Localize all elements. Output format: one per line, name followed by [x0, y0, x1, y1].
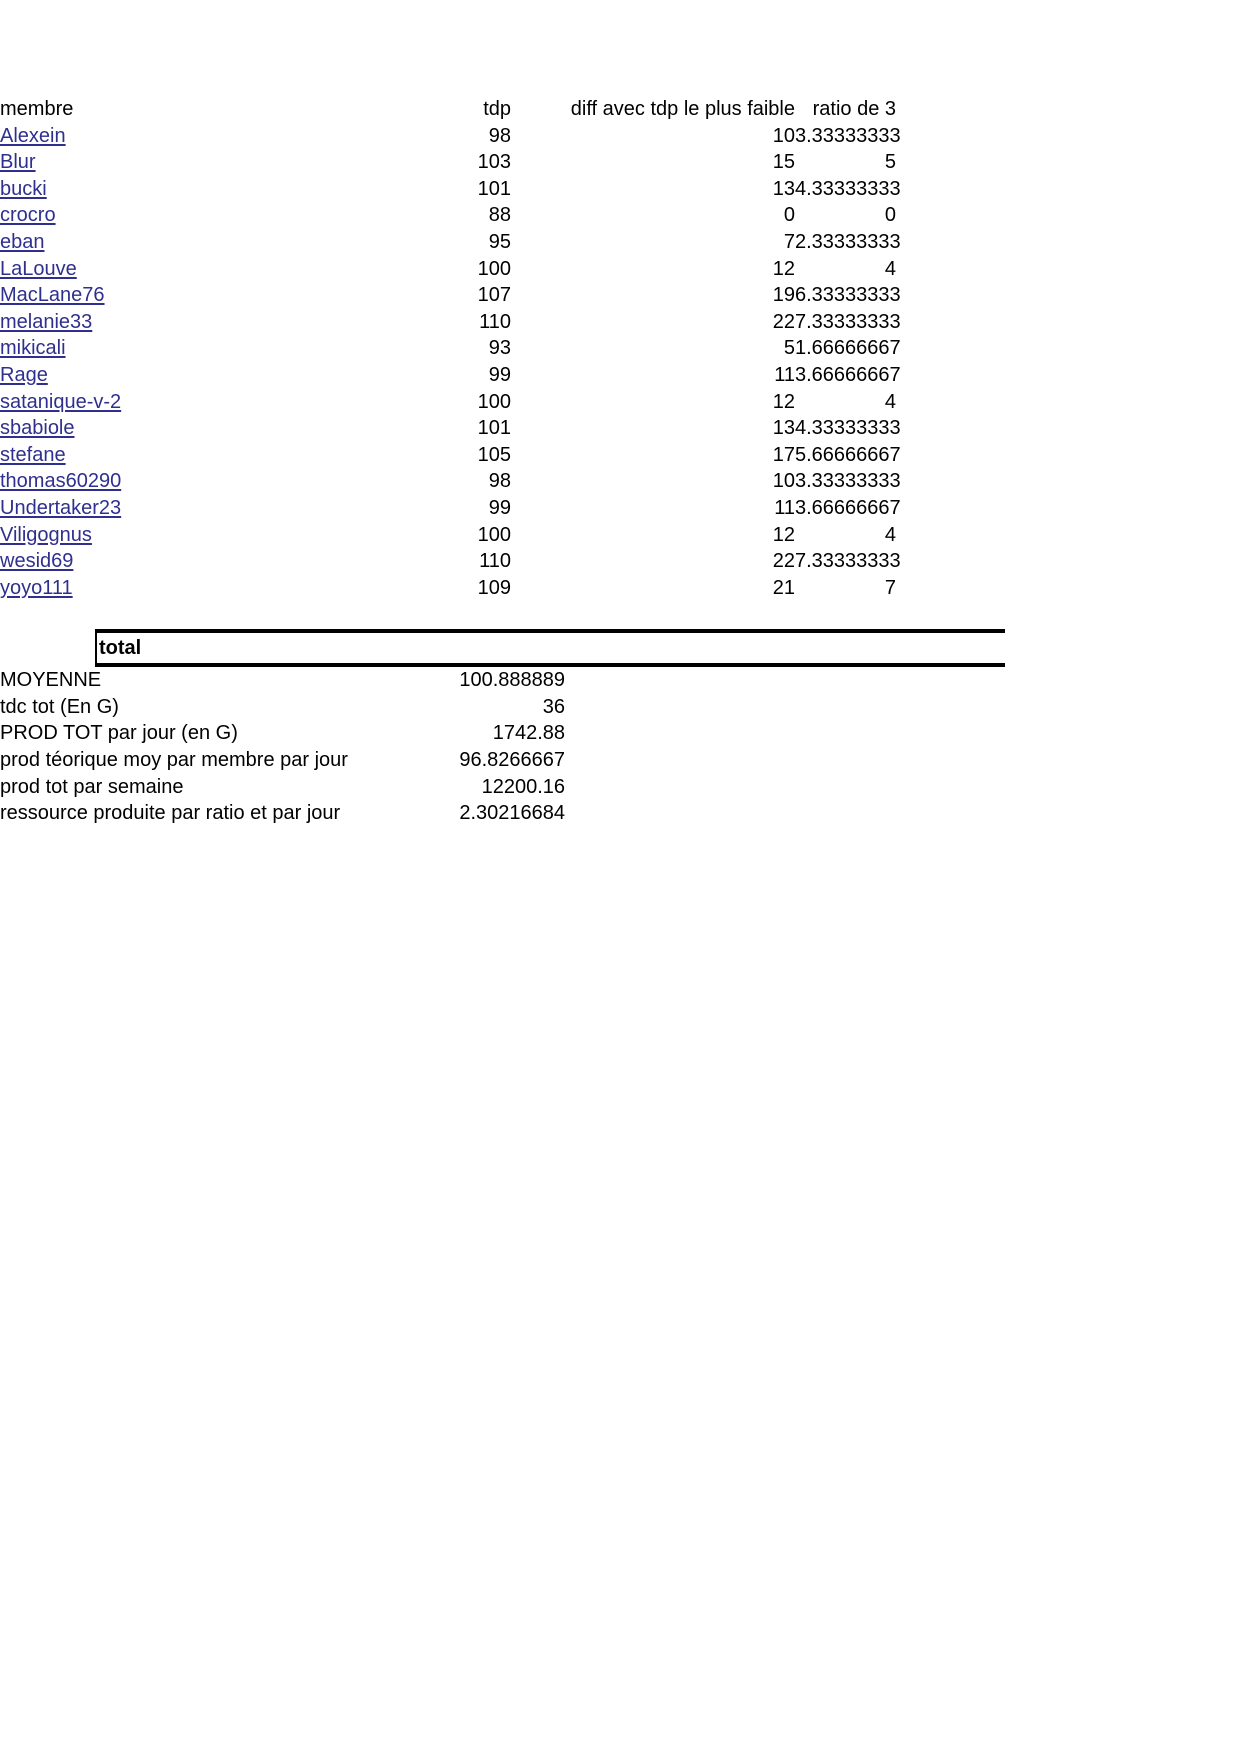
member-link[interactable]: LaLouve — [0, 257, 77, 280]
cell-member — [0, 442, 400, 469]
table-row — [0, 389, 910, 416]
cell-ratio: 4 — [884, 523, 896, 546]
cell-tdp: 103 — [477, 151, 511, 174]
table-row — [0, 335, 910, 362]
cell-member — [0, 202, 400, 229]
table-row — [0, 176, 910, 203]
table-row — [0, 495, 910, 522]
cell-ratio: 3.66666667 — [795, 496, 901, 519]
member-link[interactable]: sbabiole — [0, 417, 75, 440]
summary-row — [0, 720, 565, 747]
summary-value: 36 — [542, 695, 565, 718]
cell-tdp: 98 — [488, 124, 511, 147]
cell-member — [0, 495, 400, 522]
cell-tdp: 100 — [477, 523, 511, 546]
member-link[interactable]: Viligognus — [0, 523, 92, 546]
total-left-rule — [95, 633, 97, 663]
summary-row — [0, 747, 565, 774]
member-link[interactable]: Undertaker23 — [0, 496, 122, 519]
member-link[interactable]: stefane — [0, 443, 66, 466]
cell-tdp: 93 — [488, 337, 511, 360]
member-link[interactable]: yoyo111 — [0, 576, 73, 599]
table-row — [0, 415, 910, 442]
cell-ratio: 1.66666667 — [795, 337, 901, 360]
summary-table — [0, 667, 565, 827]
member-link[interactable]: melanie33 — [0, 310, 93, 333]
cell-diff: 22 — [772, 550, 795, 573]
summary-label: MOYENNE — [0, 669, 102, 692]
cell-tdp: 107 — [477, 284, 511, 307]
cell-diff: 10 — [772, 470, 795, 493]
member-link[interactable]: wesid69 — [0, 550, 74, 573]
cell-tdp: 109 — [477, 576, 511, 599]
cell-member — [0, 256, 400, 283]
cell-tdp: 101 — [477, 417, 511, 440]
cell-ratio: 3.66666667 — [795, 363, 901, 386]
table-header-row — [0, 96, 910, 123]
summary-label: prod téorique moy par membre par jour — [0, 749, 348, 772]
cell-ratio: 7.33333333 — [795, 310, 901, 333]
cell-diff: 11 — [774, 363, 795, 386]
summary-label: prod tot par semaine — [0, 775, 184, 798]
member-link[interactable]: Rage — [0, 363, 48, 386]
cell-diff: 13 — [772, 417, 795, 440]
cell-diff: 10 — [772, 124, 795, 147]
cell-member — [0, 309, 400, 336]
summary-row — [0, 800, 565, 827]
cell-diff: 0 — [783, 204, 795, 227]
table-row — [0, 575, 910, 602]
column-header-diff: diff avec tdp le plus faible — [570, 98, 795, 120]
cell-tdp: 88 — [488, 204, 511, 227]
cell-tdp: 101 — [477, 177, 511, 200]
cell-ratio: 0 — [884, 204, 896, 227]
cell-member — [0, 415, 400, 442]
member-link[interactable]: mikicali — [0, 337, 66, 360]
cell-member — [0, 575, 400, 602]
table-row — [0, 149, 910, 176]
summary-value: 12200.16 — [481, 775, 565, 798]
cell-member — [0, 176, 400, 203]
member-link[interactable]: thomas60290 — [0, 470, 122, 493]
table-row — [0, 362, 910, 389]
cell-tdp: 100 — [477, 257, 511, 280]
table-row — [0, 522, 910, 549]
cell-member — [0, 389, 400, 416]
cell-ratio: 3.33333333 — [795, 124, 901, 147]
cell-tdp: 105 — [477, 443, 511, 466]
member-link[interactable]: eban — [0, 230, 45, 253]
cell-ratio: 7 — [884, 576, 896, 599]
table-row — [0, 309, 910, 336]
cell-diff: 15 — [772, 151, 795, 174]
cell-member — [0, 362, 400, 389]
summary-value: 100.888889 — [459, 669, 565, 692]
cell-member — [0, 522, 400, 549]
cell-ratio: 4 — [884, 390, 896, 413]
column-header-ratio: ratio de 3 — [812, 98, 896, 120]
member-link[interactable]: crocro — [0, 204, 56, 227]
table-row — [0, 548, 910, 575]
cell-diff: 12 — [772, 390, 795, 413]
cell-diff: 21 — [772, 576, 795, 599]
cell-diff: 12 — [772, 523, 795, 546]
summary-table-body — [0, 667, 565, 827]
table-row — [0, 468, 910, 495]
summary-value: 96.8266667 — [459, 749, 565, 772]
summary-row — [0, 667, 565, 694]
table-row — [0, 229, 910, 256]
cell-diff: 22 — [772, 310, 795, 333]
cell-member — [0, 282, 400, 309]
column-header-tdp: tdp — [483, 98, 511, 120]
table-row — [0, 282, 910, 309]
cell-diff: 12 — [772, 257, 795, 280]
cell-member — [0, 149, 400, 176]
cell-member — [0, 229, 400, 256]
summary-label: tdc tot (En G) — [0, 695, 119, 718]
cell-diff: 13 — [772, 177, 795, 200]
member-link[interactable]: MacLane76 — [0, 284, 105, 307]
member-link[interactable]: satanique-v-2 — [0, 390, 122, 413]
table-row — [0, 442, 910, 469]
summary-value: 1742.88 — [492, 722, 565, 745]
cell-diff: 5 — [783, 337, 795, 360]
cell-ratio: 4 — [884, 257, 896, 280]
cell-diff: 11 — [774, 496, 795, 519]
total-section — [95, 629, 1005, 667]
cell-tdp: 99 — [488, 363, 511, 386]
cell-ratio: 3.33333333 — [795, 470, 901, 493]
total-row — [95, 629, 1005, 667]
cell-ratio: 6.33333333 — [795, 284, 901, 307]
cell-member — [0, 548, 400, 575]
cell-ratio: 7.33333333 — [795, 550, 901, 573]
summary-label: ressource produite par ratio et par jour — [0, 802, 341, 825]
cell-ratio: 4.33333333 — [795, 177, 901, 200]
column-header-membre: membre — [0, 98, 74, 120]
cell-member — [0, 123, 400, 150]
cell-diff: 19 — [772, 284, 795, 307]
cell-tdp: 100 — [477, 390, 511, 413]
members-table-body — [0, 123, 910, 602]
summary-value: 2.30216684 — [459, 802, 565, 825]
table-row — [0, 256, 910, 283]
cell-ratio: 2.33333333 — [795, 230, 901, 253]
summary-row — [0, 694, 565, 721]
summary-row — [0, 774, 565, 801]
member-link[interactable]: bucki — [0, 177, 47, 200]
cell-tdp: 99 — [488, 496, 511, 519]
cell-ratio: 5.66666667 — [795, 443, 901, 466]
cell-ratio: 4.33333333 — [795, 417, 901, 440]
cell-tdp: 110 — [479, 550, 511, 573]
cell-diff: 17 — [772, 443, 795, 466]
summary-label: PROD TOT par jour (en G) — [0, 722, 238, 745]
cell-tdp: 98 — [488, 470, 511, 493]
cell-member — [0, 335, 400, 362]
cell-tdp: 110 — [479, 310, 511, 333]
cell-diff: 7 — [783, 230, 795, 253]
table-row — [0, 123, 910, 150]
member-link[interactable]: Alexein — [0, 124, 66, 147]
cell-ratio: 5 — [884, 151, 896, 174]
cell-member — [0, 468, 400, 495]
total-label: total — [99, 637, 142, 660]
table-row — [0, 202, 910, 229]
member-link[interactable]: Blur — [0, 151, 36, 174]
cell-tdp: 95 — [488, 230, 511, 253]
members-table — [0, 96, 910, 601]
